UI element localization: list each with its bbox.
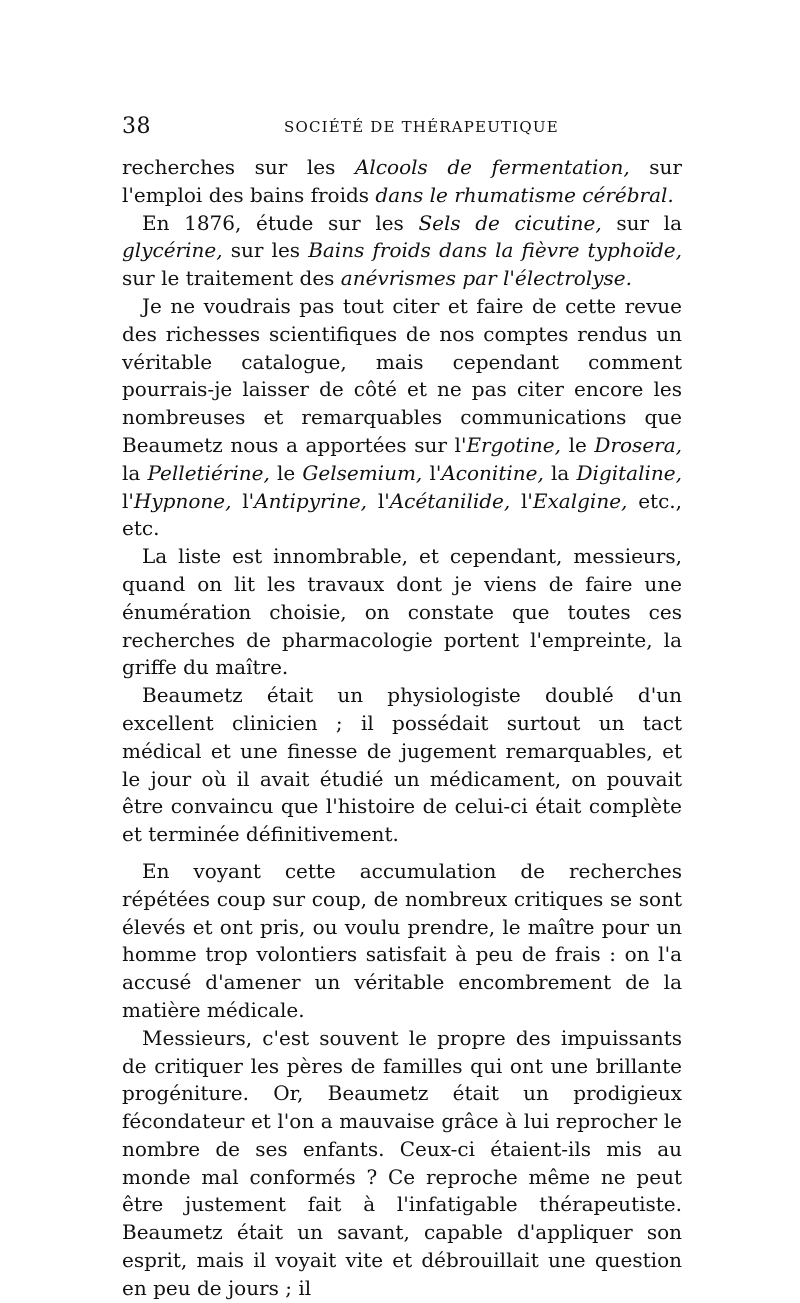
italic-drug-name: Pelletiérine,: [147, 460, 270, 485]
italic-drug-name: Exalgine,: [532, 488, 628, 513]
text-run: En 1876, étude sur les: [142, 210, 419, 235]
running-head: SOCIÉTÉ DE THÉRAPEUTIQUE: [284, 118, 559, 136]
paragraph-2: [122, 210, 682, 293]
text-run: la: [543, 460, 577, 485]
italic-drug-name: Acétanilide,: [389, 488, 511, 513]
text-run: sur la: [601, 210, 682, 235]
text-run: l': [122, 488, 134, 513]
text-run: l': [422, 460, 442, 485]
italic-title: dans le rhumatisme cérébral.: [375, 182, 674, 207]
page-header: [122, 114, 682, 144]
italic-drug-name: Ergotine,: [466, 432, 561, 457]
text-run: la: [122, 460, 148, 485]
text-run: sur le traitement des: [122, 266, 341, 291]
italic-title: glycérine,: [122, 238, 223, 263]
italic-drug-name: Digitaline,: [576, 460, 682, 485]
paragraph-3: [122, 293, 682, 543]
text-run: sur les: [222, 238, 309, 263]
italic-drug-name: Gelsemium,: [302, 460, 423, 485]
italic-title: Bains froids dans la fièvre typhoïde,: [308, 238, 682, 263]
text-run: l': [231, 488, 255, 513]
italic-drug-name: Hypnone,: [133, 488, 232, 513]
body-text: [122, 154, 682, 1303]
paragraph-7: Messieurs, c'est souvent le propre des impuissants de critiquer les pères de familles qui ont une brillante progéniture. Or, Beaumetz était un prodigieux fécondateur et l'on a mauvaise grâce à lui reprocher le nombre de ses enfants. Ceux-ci étaient-ils mis au monde mal conformés ? Ce reproche même ne peut être justement fait à l'infatigable thérapeutiste. Beaumetz était un savant, capable d'appliquer son esprit, mais il voyait vite et débrouillait une question en peu de jours ; il: [122, 1025, 682, 1300]
italic-title: Alcools de fermentation,: [354, 155, 630, 179]
paragraph-1: [122, 154, 682, 210]
italic-drug-name: Antipyrine,: [254, 488, 368, 513]
text-run: sur l'emploi des bains froids: [122, 155, 682, 207]
italic-title: Sels de cicutine,: [418, 210, 602, 235]
paragraph-4: La liste est innombrable, et cependant, messieurs, quand on lit les travaux dont je viens de faire une énumération choisie, on constate que toutes ces recherches de pharmacologie portent l'empreinte, la griffe du maître.: [122, 544, 682, 680]
text-run: Je ne voudrais pas tout citer et faire de cette revue des richesses scientifiques de nos comptes rendus un véritable catalogue, mais cependant comment pourrais-je laisser de côté et ne pas citer encore les nombreuses et remarquables communications que Beaumetz nous a apportées sur l': [122, 293, 682, 457]
text-run: le: [269, 460, 303, 485]
text-run: etc., etc.: [122, 488, 682, 541]
text-run: l': [367, 488, 390, 513]
paragraph-5: Beaumetz était un physiologiste doublé d'un excellent clinicien ; il possédait surtout un tact médical et une finesse de jugement remarquables, et le jour où il avait étudié un médicament, on pouvait être convaincu que l'histoire de celui-ci était complète et terminée définitivement.: [122, 683, 682, 847]
text-run: l': [510, 488, 533, 513]
text-run: le: [560, 432, 595, 457]
italic-drug-name: Aconitine,: [441, 460, 544, 485]
italic-title: anévrismes par l'électrolyse.: [340, 266, 632, 291]
italic-drug-name: Drosera,: [594, 432, 682, 457]
text-run: recherches sur les: [122, 155, 355, 179]
paragraph-6: En voyant cette accumulation de recherches répétées coup sur coup, de nombreux critiques se sont élevés et ont pris, ou voulu prendre, le maître pour un homme trop volontiers satisfait à peu de frais : on l'a accusé d'amener un véritable encombrement de la matière médicale.: [122, 858, 682, 1022]
page-number: 38: [122, 114, 151, 139]
